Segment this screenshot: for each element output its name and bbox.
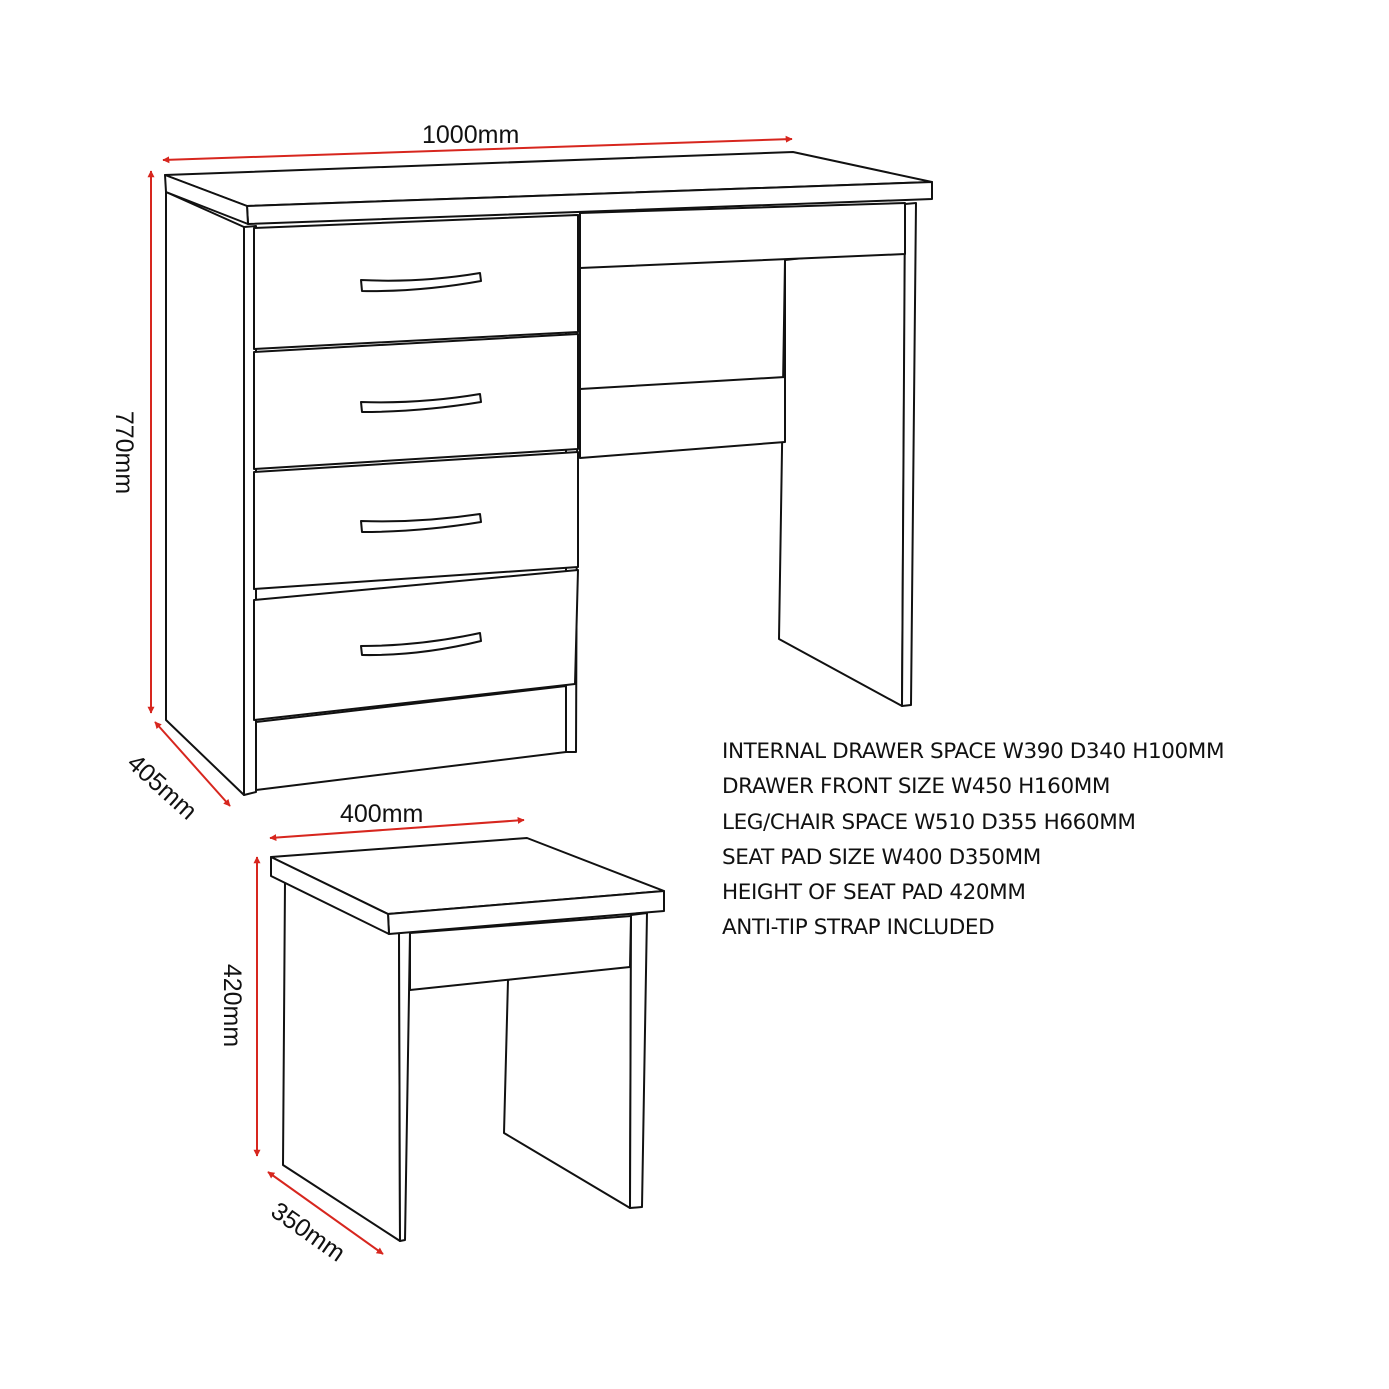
spec-drawer-front-size: DRAWER FRONT SIZE W450 H160MM xyxy=(722,774,1111,800)
dressing-table xyxy=(165,152,932,795)
stool-height-label: 420mm xyxy=(218,963,247,1048)
desk-right-leg-edge xyxy=(902,203,916,706)
spec-leg-chair-space: LEG/CHAIR SPACE W510 D355 H660MM xyxy=(722,809,1136,835)
desk-depth-label: 405mm xyxy=(121,748,203,826)
desk-height-label: 770mm xyxy=(110,410,139,495)
stool-width-label: 400mm xyxy=(340,800,424,828)
spec-internal-drawer-space: INTERNAL DRAWER SPACE W390 D340 H100MM xyxy=(722,739,1225,764)
stool-left-leg xyxy=(283,882,400,1241)
spec-seat-pad-height: HEIGHT OF SEAT PAD 420MM xyxy=(722,880,1026,906)
desk-back-rail xyxy=(580,377,785,458)
stool-left-leg-edge xyxy=(399,931,410,1241)
stool-right-leg xyxy=(504,950,631,1208)
stool-right-leg-edge xyxy=(630,913,647,1208)
spec-seat-pad-size: SEAT PAD SIZE W400 D350MM xyxy=(722,844,1041,870)
stool xyxy=(271,838,664,1241)
desk-left-side-panel xyxy=(166,192,244,795)
stool-depth-label: 350mm xyxy=(265,1196,351,1268)
spec-anti-tip-strap: ANTI-TIP STRAP INCLUDED xyxy=(722,915,995,941)
desk-right-leg-panel xyxy=(779,247,905,706)
desk-width-label: 1000mm xyxy=(422,121,520,149)
specification-list xyxy=(722,734,1224,946)
